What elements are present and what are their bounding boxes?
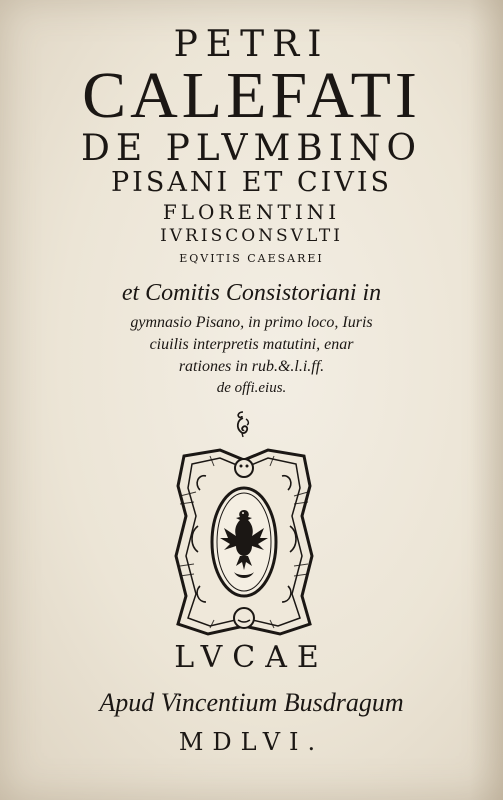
subtitle-line-1: et Comitis Consistoriani in [121, 280, 382, 306]
author-title: EQVITIS CAESAREI [179, 252, 324, 265]
author-citizenship: PISANI ET CIVIS [111, 167, 392, 198]
imprint-place: LVCAE [174, 640, 329, 675]
imprint-year: MDLVI. [178, 728, 325, 756]
subtitle-line-5: de offi.eius. [216, 380, 287, 396]
fleuron-icon [231, 410, 255, 438]
subtitle-line-2: gymnasio Pisano, in primo loco, Iuris [130, 314, 373, 331]
author-profession: IVRISCONSVLTI [160, 226, 343, 246]
author-surname: CALEFATI [82, 59, 421, 132]
author-origin: DE PLVMBINO [81, 128, 422, 169]
subtitle-line-4: rationes in rub.&.l.i.ff. [178, 358, 325, 375]
author-city: FLORENTINI [162, 200, 341, 224]
author-first-name: PETRI [173, 24, 330, 65]
imprint-printer: Apud Vincentium Busdragum [99, 688, 404, 717]
subtitle-line-3: ciuilis interpretis matutini, enar [149, 336, 354, 353]
printers-device [170, 446, 318, 638]
